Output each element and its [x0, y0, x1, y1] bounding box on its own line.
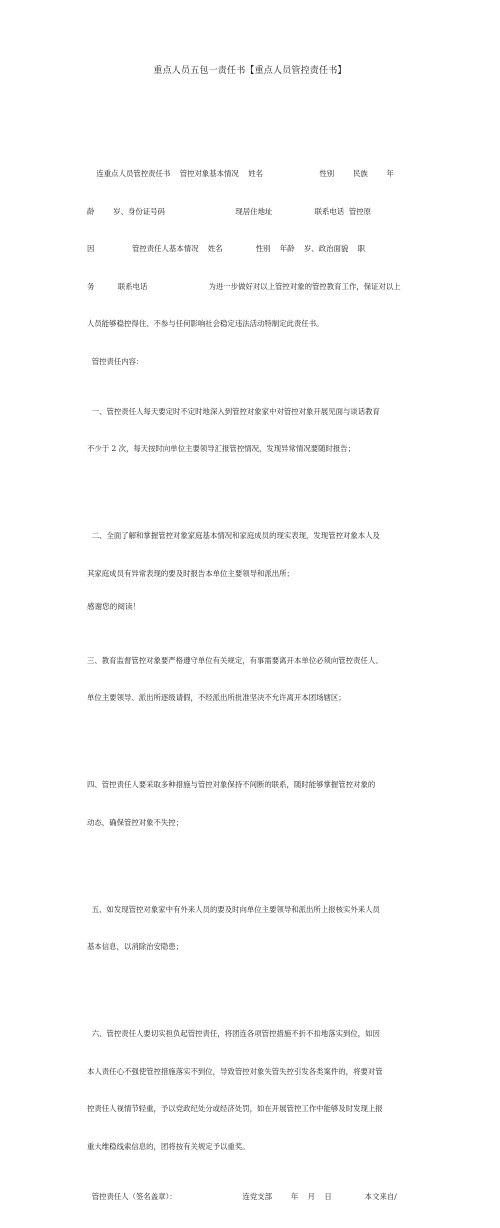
signature-line: 管控责任人（签名盖章）： 连党支部 年 月 日 本文来自/	[87, 1191, 397, 1201]
item-2-line: 其家庭成员有异常表现的要及时报告本单位主要领导和派出所；	[87, 568, 294, 578]
intro-line: 务 联系电话 为进一步做好对以上管控对象的管控教育工作，保证对以上	[87, 281, 401, 291]
item-1-line: 不少于 2 次，每天按时向单位主要领导汇报管控情况，发现异常情况要随时报告；	[87, 444, 356, 453]
item-6-line: 本人责任心不强使管控措施落实不到位，导致管控对象失管失控引发各类案件的，将要对管	[87, 1066, 383, 1076]
item-6-line: 六、管控责任人要切实担负起管控责任，将团连各项管控措施不折不扣地落实到位，如因	[87, 1029, 380, 1038]
footer-thanks: 感谢您的阅读！	[87, 602, 141, 611]
item-1-line: 一、管控责任人每天要定时不定时地深入到管控对象家中对管控对象开展见面与谈话教育	[87, 406, 380, 416]
content-heading: 管控责任内容：	[87, 356, 144, 366]
item-5-line: 五、如发现管控对象家中有外来人员的要及时向单位主要领导和派出所上报核实外来人员	[87, 904, 380, 914]
intro-line: 因 管控责任人基本情况 姓名 性别 年龄 岁、政治面貌 职	[87, 244, 366, 253]
item-4-line: 动态，确保管控对象不失控；	[87, 817, 184, 827]
intro-line: 连重点人员管控责任书 管控对象基本情况 姓名 性别 民族 年	[87, 169, 394, 178]
intro-line: 龄 岁、身份证号码 现居住地址 联系电话 管控原	[87, 206, 372, 216]
item-6-line: 重大维稳线索信息的，团将按有关规定予以重奖。	[87, 1141, 250, 1151]
item-3-line: 三、教育监督管控对象要严格遵守单位有关规定，有事需要离开本单位必须向管控责任人、	[87, 655, 383, 665]
item-5-line: 基本信息，以消除治安隐患；	[87, 942, 184, 951]
document-title: 重点人员五包一责任书【重点人员管控责任书】	[153, 66, 347, 76]
intro-line: 人员能够稳控得住、不参与任何影响社会稳定违法活动特制定此责任书。	[87, 319, 324, 328]
item-6-line: 控责任人视情节轻重，予以党政纪处分或经济处罚，如在开展管控工作中能够及时发现上报	[87, 1104, 383, 1113]
item-4-line: 四、管控责任人要采取多种措施与管控对象保持不间断的联系，随时能够掌握管控对象的	[87, 780, 376, 789]
item-2-line: 二、全面了解和掌握管控对象家庭基本情况和家庭成员的现实表现，发现管控对象本人及	[87, 531, 380, 540]
intro-section	[87, 143, 432, 1228]
item-3-line: 单位主要领导、派出所逐级请假，不经派出所批准坚决不允许离开本团场辖区；	[87, 693, 346, 702]
